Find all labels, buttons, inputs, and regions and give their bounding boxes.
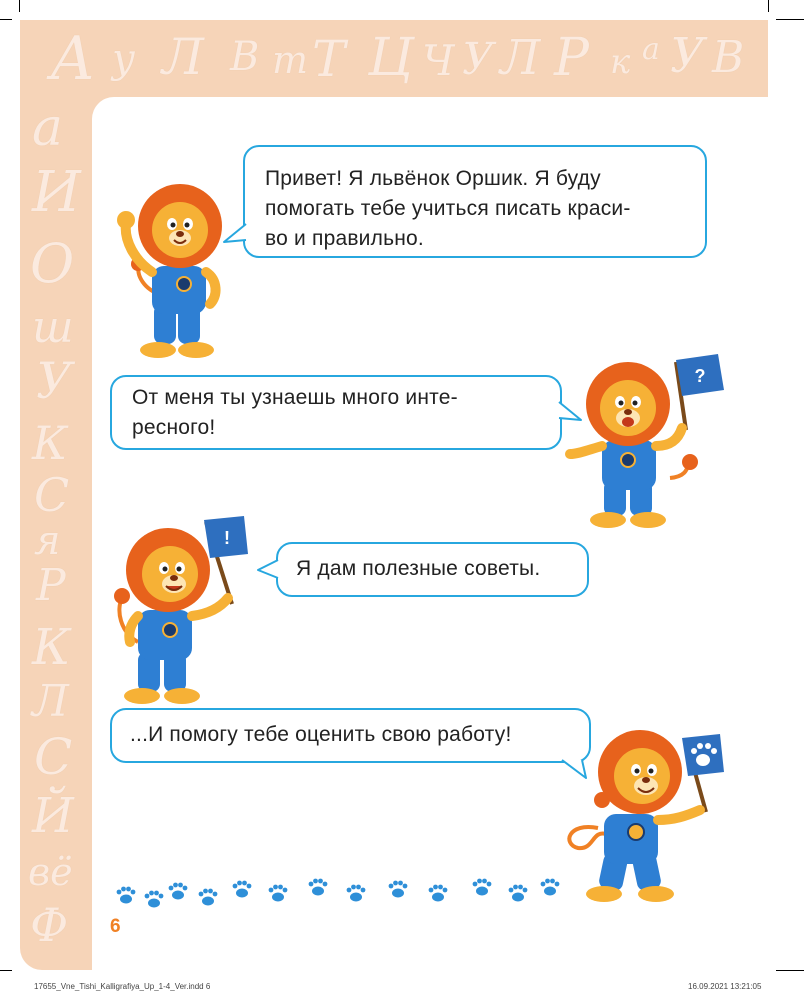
decorative-letters-side: [22, 98, 92, 958]
decorative-letters-top: [50, 24, 750, 94]
deco-letter: К: [32, 416, 68, 470]
bubble-text-line: во и правильно.: [265, 227, 424, 250]
flag-symbol: ?: [694, 366, 706, 386]
paw-print-icon: [541, 879, 560, 896]
bubble-text-line: Я дам полезные советы.: [296, 557, 541, 580]
deco-letter: С: [34, 728, 73, 786]
deco-letter: Л: [32, 676, 69, 727]
deco-letter: т: [272, 38, 309, 82]
paw-print-icon: [429, 885, 448, 902]
bubble-text-line: Привет! Я львёнок Оршик. Я буду: [265, 167, 601, 190]
deco-letter: а: [642, 32, 660, 67]
bubble-text-line: От меня ты узнаешь много инте-: [132, 386, 458, 409]
bubble-text-line: ...И помогу тебе оценить свою работу!: [130, 723, 512, 746]
crop-mark: [0, 970, 12, 971]
deco-letter: У: [670, 28, 705, 84]
deco-letter: Р: [554, 28, 589, 88]
paw-print-icon: [145, 891, 164, 908]
deco-letter: Л: [500, 30, 541, 86]
page-number: 6: [110, 916, 121, 937]
bubble-text-line: помогать тебе учиться писать краси-: [265, 197, 631, 220]
deco-letter: У: [462, 34, 494, 85]
deco-letter: Л: [162, 28, 204, 86]
paw-print-icon: [509, 885, 528, 902]
paw-print-icon: [233, 881, 252, 898]
deco-letter: В: [230, 34, 260, 80]
lion-with-exclamation-flag-illustration: [108, 512, 258, 708]
deco-letter: Ф: [30, 898, 69, 952]
deco-letter: У: [36, 352, 73, 410]
deco-letter: а: [32, 98, 64, 158]
crop-mark: [776, 19, 804, 20]
deco-letter: Р: [36, 560, 66, 611]
deco-letter: С: [34, 468, 70, 522]
speech-bubble: [276, 542, 589, 597]
paw-print-icon: [347, 885, 366, 902]
deco-letter: К: [32, 618, 71, 676]
deco-letter: вё: [28, 850, 73, 894]
speech-bubble-tail: [256, 558, 280, 582]
print-footer-date: 16.09.2021 13:21:05: [688, 982, 762, 991]
paw-print-icon: [117, 887, 136, 904]
deco-letter: Ц: [368, 28, 414, 88]
deco-letter: у: [112, 36, 136, 82]
deco-letter: к: [610, 42, 631, 82]
deco-letter: Ч: [422, 36, 455, 85]
print-footer-file: 17655_Vne_Tishi_Kalligrafiya_Up_1-4_Ver.indd 6: [34, 982, 211, 991]
bubble-text-line: ресного!: [132, 416, 216, 439]
speech-bubble: [110, 708, 591, 763]
speech-bubble: [243, 145, 707, 258]
paw-print-icon: [169, 883, 188, 900]
paw-print-icon: [199, 889, 218, 906]
deco-letter: И: [32, 160, 81, 225]
paw-print-icon: [309, 879, 328, 896]
deco-letter: Й: [32, 788, 74, 844]
lion-waving-illustration: [114, 180, 244, 364]
crop-mark: [776, 970, 804, 971]
paw-print-icon: [269, 885, 288, 902]
deco-letter: В: [712, 32, 745, 83]
deco-letter: О: [30, 232, 75, 295]
flag-symbol: !: [224, 528, 230, 548]
paw-print-trail: [112, 874, 582, 914]
deco-letter: Т: [312, 30, 346, 88]
crop-mark: [0, 19, 12, 20]
crop-mark: [19, 0, 20, 12]
speech-bubble: [110, 375, 562, 450]
lion-walking-with-paw-flag-illustration: [558, 718, 728, 908]
deco-letter: ш: [32, 302, 74, 353]
deco-letter: А: [50, 24, 96, 94]
crop-mark: [768, 0, 769, 12]
deco-letter: я: [34, 518, 61, 564]
lion-with-question-flag-illustration: [560, 350, 726, 534]
speech-bubble-tail: [222, 222, 248, 248]
paw-print-icon: [473, 879, 492, 896]
paw-print-icon: [389, 881, 408, 898]
